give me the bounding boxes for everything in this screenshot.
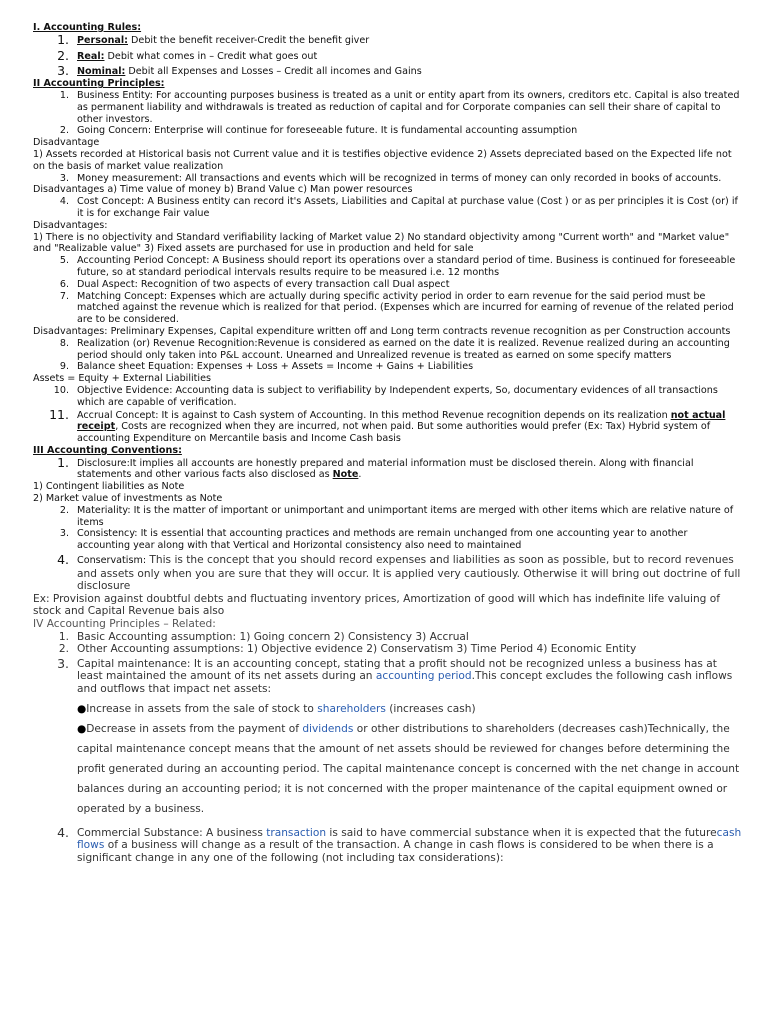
convention-disclosure <box>33 454 743 482</box>
item-text: Capital maintenance: It is an accounting concept, stating that a profit should not be recognized unless a business has at least maintained the amount of its net assets during an <box>77 657 717 683</box>
item-number: 3. <box>59 172 69 184</box>
principle-objective-evidence <box>33 385 743 409</box>
item-text: Money measurement: All transactions and events which will be recognized in terms of money can only recorded in books of accounts. <box>77 172 722 184</box>
item-text: Going Concern: Enterprise will continue for foreseeable future. It is fundamental accounting assumption <box>77 125 578 137</box>
item-text: of a business will change as a result of the transaction. A change in cash flows is considered to be when there is a significant change in any one of the following (not including tax considerations): <box>77 839 714 864</box>
convention-consistency <box>33 528 743 552</box>
item-number: 3. <box>59 528 69 540</box>
note-line-2: 2) Market value of investments as Note <box>33 493 223 505</box>
item-text: Materiality: It is the matter of important or unimportant and unimportant items are merged with other items which are relative nature of items <box>77 504 734 528</box>
item-number: 4. <box>59 196 69 208</box>
related-capital-maintenance <box>33 655 743 696</box>
item-number: 4. <box>57 824 69 840</box>
item-text: . <box>358 469 362 481</box>
item-number: 1. <box>57 31 69 47</box>
item-text: Dual Aspect: Recognition of two aspects of every transaction call Dual aspect <box>77 278 450 290</box>
item-number: 2. <box>59 504 69 516</box>
item-number: 4. <box>57 552 69 568</box>
emphasis-text: Note <box>332 469 359 481</box>
item-label: Conservatism: <box>77 555 147 567</box>
principle-accrual <box>33 406 743 445</box>
item-text: Disclosure:It implies all accounts are honestly prepared and material information must be disclosed therein. Along with financial statements and other various facts also disclosed as <box>77 457 694 481</box>
item-label: Nominal: <box>77 66 126 78</box>
document-page <box>33 22 743 864</box>
dividends-link[interactable]: dividends <box>302 722 354 735</box>
convention-conservatism <box>33 554 743 593</box>
item-text: is said to have commercial substance when it is expected that the future <box>326 826 717 839</box>
shareholders-link[interactable]: shareholders <box>317 702 386 715</box>
item-number: 11. <box>49 406 69 422</box>
principle-balance-sheet <box>33 361 743 373</box>
bullet-decrease <box>33 719 743 819</box>
item-text: Consistency: It is essential that accounting practices and methods are remain unchanged from one accounting year to another accounting year along with that Vertical and Horizontal consistency also need to maintained <box>77 528 688 552</box>
item-text: Debit all Expenses and Losses – Credit all incomes and Gains <box>125 66 422 78</box>
accounting-period-link[interactable]: accounting period <box>375 670 472 683</box>
item-text: Cost Concept: A Business entity can record it's Assets, Liabilities and Capital at purchase value (Cost ) or as per principles it is Cost (or) if it is for exchange Fair value <box>77 196 738 219</box>
related-other-assumptions <box>33 643 743 656</box>
section-3-heading: III Accounting Conventions: <box>33 444 182 456</box>
item-number: 1. <box>58 630 69 643</box>
item-label: Personal: <box>77 34 128 46</box>
item-text: Accrual Concept: It is against to Cash system of Accounting. In this method Revenue recognition depends on its realization <box>77 409 671 421</box>
item-text: Objective Evidence: Accounting data is subject to verifiability by Independent experts, So, documentary evidences of all transactions which are capable of verification. <box>77 384 718 408</box>
item-text: (increases cash) <box>385 702 476 715</box>
item-label: Real: <box>77 50 105 62</box>
note-line-1: 1) Contingent liabilities as Note <box>33 481 185 493</box>
related-basic-assumption <box>33 631 743 644</box>
item-number: 10. <box>53 384 69 396</box>
item-text: Debit the benefit receiver-Credit the benefit giver <box>128 34 370 46</box>
bullet-increase <box>33 699 743 719</box>
principle-matching <box>33 291 743 326</box>
convention-materiality <box>33 505 743 529</box>
item-text: Balance sheet Equation: Expenses + Loss + Assets = Income + Gains + Liabilities <box>77 361 474 373</box>
equation-text: Assets = Equity + External Liabilities <box>33 373 211 385</box>
item-number: 6. <box>59 278 69 290</box>
item-number: 5. <box>59 255 69 267</box>
item-number: 2. <box>58 643 69 656</box>
item-text: Matching Concept: Expenses which are actually during specific activity period in order to earn revenue for the said period must be matched against the revenue which is realized for that period. (Expenses which are incurred for earning of revenue of the related period are to be considered. <box>77 290 734 326</box>
disadvantages-label: Disadvantages: <box>33 219 108 231</box>
transaction-link[interactable]: transaction <box>266 826 327 839</box>
principle-money-measurement <box>33 173 743 185</box>
cash-flows-link[interactable]: cash flows <box>77 826 742 852</box>
disadvantages-cost-text: 1) There is no objectivity and Standard verifiability lacking of Market value 2) No standard objectivity among "Current worth" and "Market value" and "Realizable value" 3) Fixed assets are purchased for use in production and held for sale <box>33 231 730 255</box>
principle-dual-aspect <box>33 279 743 291</box>
item-number: 8. <box>59 337 69 349</box>
bullet-icon: ● <box>77 722 87 735</box>
bullet-icon: ● <box>77 702 87 715</box>
item-text: .This concept excludes the following cash inflows and outflows that impact net assets: <box>77 670 733 695</box>
related-commercial-substance <box>33 824 743 865</box>
item-text: Accounting Period Concept: A Business should report its operations over a standard period of time. Business is continued for foreseeable future, so at standard periodical intervals results require to be measured i.e. 12 months <box>77 255 736 278</box>
item-text: Commercial Substance: A business <box>77 826 267 839</box>
item-text: Increase in assets from the sale of stock to <box>86 702 318 715</box>
disadvantage-label: Disadvantage <box>33 137 100 149</box>
item-text: Decrease in assets from the payment of <box>86 722 303 735</box>
item-number: 3. <box>57 655 69 671</box>
principle-going-concern <box>33 125 743 137</box>
principle-business-entity <box>33 90 743 125</box>
principle-accounting-period <box>33 255 743 279</box>
disadvantages-matching: Disadvantages: Preliminary Expenses, Capital expenditure written off and Long term contracts revenue recognition as per Construction accounts <box>33 325 731 337</box>
section-4-heading: IV Accounting Principles – Related: <box>33 618 216 631</box>
item-text: Basic Accounting assumption: 1) Going concern 2) Consistency 3) Accrual <box>77 630 469 643</box>
item-number: 9. <box>59 361 69 373</box>
item-text: Realization (or) Revenue Recognition:Revenue is considered as earned on the date it is realized. Revenue realized during an accounting period should only taken into P&L account. Unearned and Unrealized revenue is treated as earned on some specify matters <box>77 337 730 361</box>
item-number: 7. <box>59 290 69 302</box>
principle-cost-concept <box>33 196 743 220</box>
rule-nominal <box>33 65 743 78</box>
item-number: 3. <box>57 63 69 79</box>
rule-personal <box>33 31 743 47</box>
emphasis-text: not actual receipt <box>77 409 726 433</box>
item-text: or other distributions to shareholders (decreases cash)Technically, the capital maintenance concept means that the amount of net assets should be reviewed for changes before determining the profit generated during an accounting period. The capital maintenance concept is concerned with the net change in account balances during an accounting period; it is not concerned with the proper maintenance of the capital equipment owned or operated by a business. <box>77 722 740 815</box>
item-number: 2. <box>57 47 69 63</box>
disadvantages-money: Disadvantages a) Time value of money b) Brand Value c) Man power resources <box>33 184 413 196</box>
item-text: Other Accounting assumptions: 1) Objective evidence 2) Conservatism 3) Time Period 4) Economic Entity <box>77 643 637 656</box>
item-number: 1. <box>57 454 69 470</box>
rule-real <box>33 47 743 63</box>
item-number: 2. <box>59 125 69 137</box>
item-text: This is the concept that you should record expenses and liabilities as soon as possible, but to record revenues and assets only when you are sure that they will occur. It is applied very cautiously. Otherwise it will bring out doctrine of full disclosure <box>77 554 741 593</box>
disadvantage-text: 1) Assets recorded at Historical basis not Current value and it is testifies objective evidence 2) Assets depreciated based on the Expected life not on the basis of market value realization <box>33 148 732 172</box>
item-text: Business Entity: For accounting purposes business is treated as a unit or entity apart from its owners, creditors etc. Capital is also treated as permanent liability and withdrawals is treated as reduction of capital and for Corporate companies can sell their share of capital to other investors. <box>77 89 740 125</box>
conservatism-example: Ex: Provision against doubtful debts and fluctuating inventory prices, Amortization of good will which has indefinite life valuing of stock and Capital Revenue bais also <box>33 592 720 618</box>
item-number: 1. <box>59 89 69 101</box>
section-2-heading: II Accounting Principles: <box>33 78 165 90</box>
principle-realization <box>33 338 743 362</box>
item-text: , Costs are recognized when they are incurred, not when paid. But some authorities would prefer (Ex: Tax) Hybrid system of accounting Expenditure on Mercantile basis and Income Cash basis <box>77 421 711 445</box>
item-text: Debit what comes in – Credit what goes out <box>104 50 318 62</box>
section-1-heading: I. Accounting Rules: <box>33 22 142 33</box>
